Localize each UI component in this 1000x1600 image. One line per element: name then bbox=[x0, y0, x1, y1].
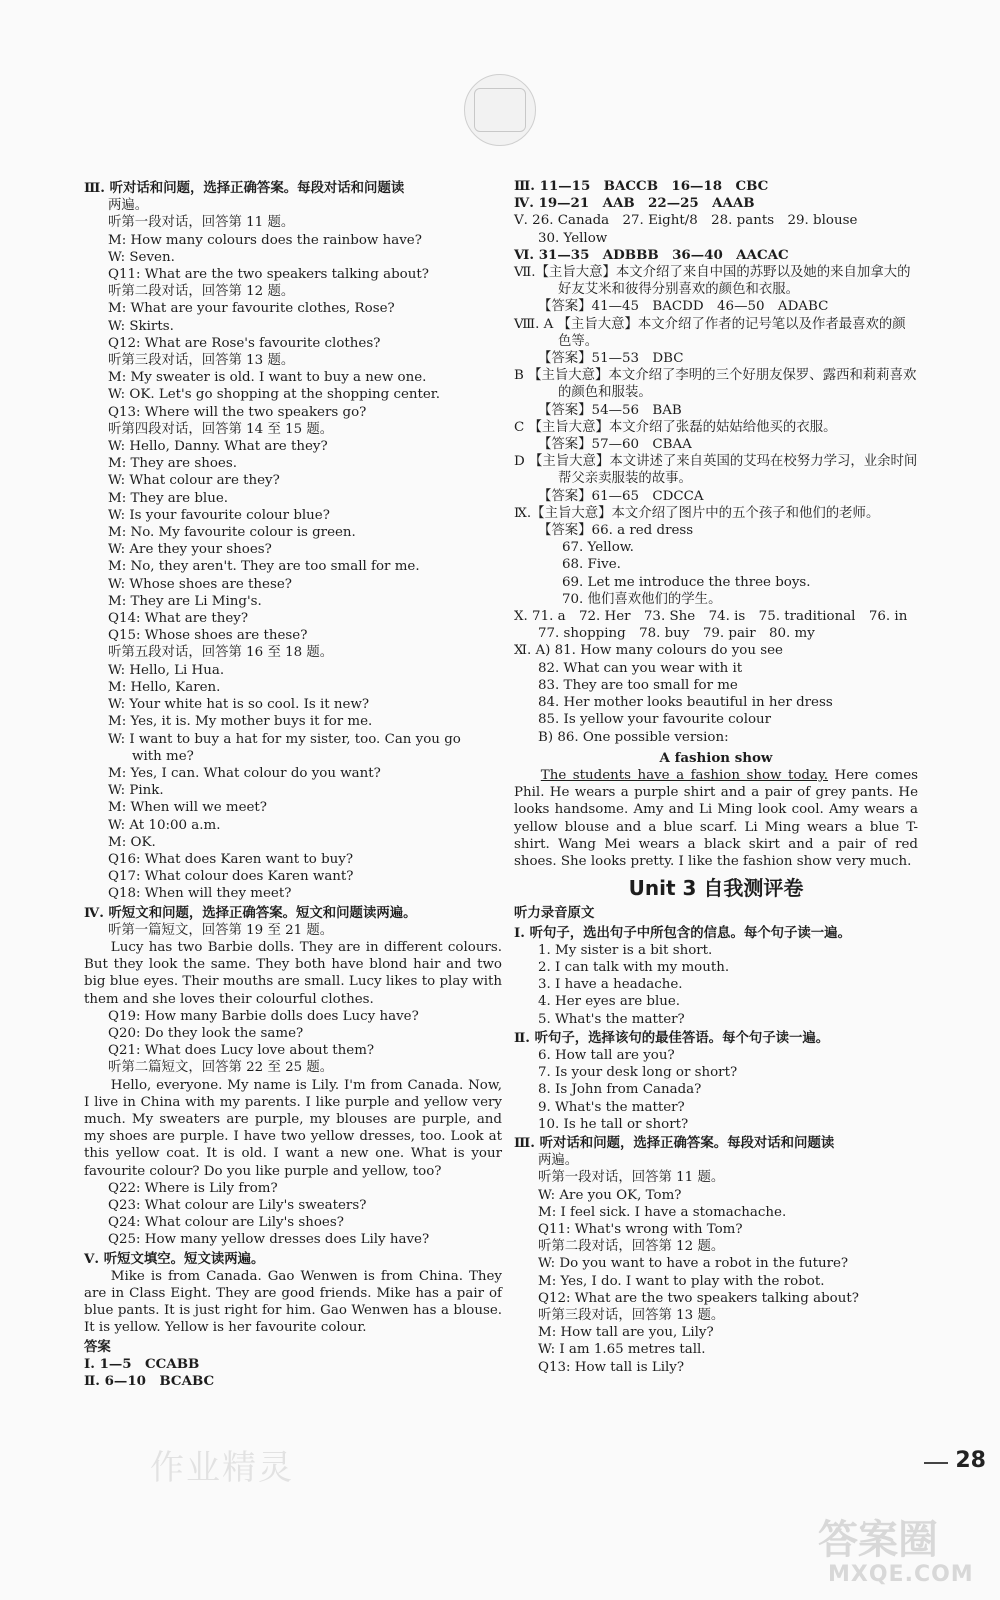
left-line: M: They are shoes. bbox=[108, 456, 237, 472]
right2-line: 3. I have a headache. bbox=[538, 977, 683, 993]
right2-line: 8. Is John from Canada? bbox=[538, 1082, 702, 1098]
left-line: Q14: What are they? bbox=[108, 611, 249, 627]
left-line: M: How many colours does the rainbow have? bbox=[108, 232, 422, 248]
watermark-right: 答案圈 bbox=[818, 1517, 938, 1563]
right2-line: M: How tall are you, Lily? bbox=[538, 1325, 714, 1341]
right2-line: 10. Is he tall or short? bbox=[538, 1116, 689, 1132]
right-line: Ⅵ. 31—35 ADBBB 36—40 AACAC bbox=[514, 246, 789, 263]
left-line: Q12: What are Rose's favourite clothes? bbox=[108, 335, 381, 351]
right2-line: W: I am 1.65 metres tall. bbox=[538, 1342, 706, 1358]
right2-line: 6. How tall are you? bbox=[538, 1047, 675, 1063]
left-line: W: Seven. bbox=[108, 249, 175, 265]
left-line: W: Skirts. bbox=[108, 318, 174, 334]
left-line: W: Whose shoes are these? bbox=[108, 576, 292, 592]
essay-title: A fashion show bbox=[659, 749, 773, 766]
left-line: M: They are blue. bbox=[108, 490, 229, 506]
left-line: W: Your white hat is so cool. Is it new? bbox=[108, 697, 370, 713]
left-line: 答案 bbox=[84, 1338, 111, 1355]
left-line: Q21: What does Lucy love about them? bbox=[108, 1043, 375, 1059]
right-line: 69. Let me introduce the three boys. bbox=[562, 574, 811, 590]
page-number-dash bbox=[924, 1462, 948, 1464]
right2-line: 听第二段对话，回答第 12 题。 bbox=[538, 1239, 725, 1255]
transcript-section bbox=[514, 905, 918, 1375]
left-line: M: No, they aren't. They are too small for me. bbox=[108, 559, 420, 575]
right-line: 【答案】66. a red dress bbox=[538, 523, 694, 539]
left-line: W: Hello, Danny. What are they? bbox=[108, 439, 328, 455]
right-line: 70. 他们喜欢他们的学生。 bbox=[562, 591, 722, 607]
left-line: Q23: What colour are Lily's sweaters? bbox=[108, 1197, 367, 1213]
right-line: B) 86. One possible version: bbox=[538, 729, 729, 745]
right2-line: 两遍。 bbox=[538, 1153, 579, 1169]
right-line: Ⅶ.【主旨大意】本文介绍了来自中国的苏野以及她的来自加拿大的好友艾米和彼得分别喜欢的颜色和衣服。 bbox=[514, 265, 911, 298]
left-line: Q16: What does Karen want to buy? bbox=[108, 851, 354, 867]
right2-line: 2. I can talk with my mouth. bbox=[538, 959, 730, 975]
left-line: Q19: How many Barbie dolls does Lucy have? bbox=[108, 1008, 419, 1024]
left-line: Q25: How many yellow dresses does Lily have? bbox=[108, 1232, 430, 1248]
left-line: Ⅴ. 听短文填空。短文读两遍。 bbox=[84, 1250, 265, 1267]
left-line: 听第二篇短文，回答第 22 至 25 题。 bbox=[108, 1060, 334, 1076]
left-line: with me? bbox=[132, 748, 194, 764]
right-line: Ⅹ. 71. a 72. Her 73. She 74. is 75. traditional 76. in bbox=[514, 609, 908, 625]
right2-line: Ⅰ. 听句子，选出句子中所包含的信息。每个句子读一遍。 bbox=[514, 924, 851, 941]
watermark-url: MXQE.COM bbox=[828, 1562, 974, 1587]
right-line: 【答案】51—53 DBC bbox=[538, 351, 684, 367]
right-line: 85. Is yellow your favourite colour bbox=[538, 712, 772, 728]
left-line: M: Yes, it is. My mother buys it for me. bbox=[108, 714, 373, 730]
right-line: 【答案】41—45 BACDD 46—50 ADABC bbox=[538, 299, 829, 315]
left-line: 听第一篇短文，回答第 19 至 21 题。 bbox=[108, 922, 334, 938]
unit-title: Unit 3 自我测评卷 bbox=[628, 876, 804, 901]
left-line: Mike is from Canada. Gao Wenwen is from China. They are in Class Eight. They are good friends. Mike has a pair of blue pants. It is just right for him. Gao Wenwen has a blouse. It is yellow. Yellow is her favourite colour. bbox=[84, 1268, 502, 1336]
right2-line: 听力录音原文 bbox=[514, 905, 595, 922]
left-line: M: Hello, Karen. bbox=[108, 679, 221, 695]
left-line: Q13: Where will the two speakers go? bbox=[108, 404, 367, 420]
left-line: Q20: Do they look the same? bbox=[108, 1025, 304, 1041]
right-line: 82. What can you wear with it bbox=[538, 660, 743, 676]
answer-key-section bbox=[514, 178, 918, 746]
right-line: 30. Yellow bbox=[538, 230, 608, 246]
left-line: M: They are Li Ming's. bbox=[108, 593, 262, 609]
right2-line: Q13: How tall is Lily? bbox=[538, 1359, 685, 1375]
left-line: W: Is your favourite colour blue? bbox=[108, 507, 330, 523]
right-line: Ⅲ. 11—15 BACCB 16—18 CBC bbox=[514, 178, 769, 194]
left-line: W: What colour are they? bbox=[108, 473, 280, 489]
essay-rest: Here comes Phil. He wears a purple shirt and a pair of grey pants. He looks handsome. Amy and Li Ming look cool. Amy wears a yellow blouse and a blue scarf. Li Ming wears a blue T-shirt. Wang Mei wears a black skirt and a pair of red shoes. She looks pretty. I like the fashion show very much. bbox=[514, 767, 918, 869]
right2-line: M: I feel sick. I have a stomachache. bbox=[538, 1204, 787, 1220]
right-line: 68. Five. bbox=[562, 557, 621, 573]
right-column bbox=[514, 178, 918, 1376]
left-line: Ⅲ. 听对话和问题，选择正确答案。每段对话和问题读 bbox=[84, 180, 405, 196]
left-line: Lucy has two Barbie dolls. They are in different colours. But they look the same. They both have blond hair and two big blue eyes. Their mouths are small. Lucy likes to play with them and she loves their colourful clothes. bbox=[84, 939, 502, 1007]
right-line: 67. Yellow. bbox=[562, 540, 634, 556]
publisher-logo bbox=[464, 74, 536, 146]
left-line: 听第三段对话，回答第 13 题。 bbox=[108, 353, 295, 369]
right-line: Ⅸ.【主旨大意】本文介绍了图片中的五个孩子和他们的老师。 bbox=[514, 505, 880, 521]
right2-line: 1. My sister is a bit short. bbox=[538, 942, 713, 958]
left-line: Hello, everyone. My name is Lily. I'm from Canada. Now, I live in China with my parents. I like purple and yellow very much. My sweaters are purple, my blouses are purple, and my shoes are purple. I have two yellow dresses, too. Look at this yellow coat. It is old. I want a new one. What is your favourite colour? Do you like purple and yellow, too? bbox=[84, 1077, 502, 1179]
left-line: M: What are your favourite clothes, Rose? bbox=[108, 301, 395, 317]
essay-first-sentence: The students have a fashion show today. bbox=[540, 767, 829, 783]
left-line: W: OK. Let's go shopping at the shopping center. bbox=[108, 387, 440, 403]
right-line: C 【主旨大意】本文介绍了张磊的姑姑给他买的衣服。 bbox=[514, 419, 837, 435]
left-line: W: Hello, Li Hua. bbox=[108, 662, 225, 678]
watermark-left: 作业精灵 bbox=[150, 1448, 294, 1488]
left-line: M: No. My favourite colour is green. bbox=[108, 525, 356, 541]
left-line: 听第四段对话，回答第 14 至 15 题。 bbox=[108, 421, 334, 437]
left-line: Q18: When will they meet? bbox=[108, 886, 292, 902]
right2-line: M: Yes, I do. I want to play with the robot. bbox=[538, 1273, 825, 1289]
left-line: W: At 10:00 a.m. bbox=[108, 817, 221, 833]
left-line: Ⅱ. 6—10 BCABC bbox=[84, 1373, 215, 1390]
right-line: Ⅷ. A 【主旨大意】本文介绍了作者的记号笔以及作者最喜欢的颜色等。 bbox=[514, 316, 906, 349]
left-line: Q24: What colour are Lily's shoes? bbox=[108, 1215, 344, 1231]
right2-line: 9. What's the matter? bbox=[538, 1099, 685, 1115]
right-line: Ⅴ. 26. Canada 27. Eight/8 28. pants 29. blouse bbox=[514, 213, 858, 229]
page-number: 28 bbox=[955, 1448, 986, 1473]
right-line: 【答案】61—65 CDCCA bbox=[538, 488, 704, 504]
left-line: 听第一段对话，回答第 11 题。 bbox=[108, 215, 295, 231]
right-line: Ⅺ. A) 81. How many colours do you see bbox=[514, 643, 783, 659]
left-line: 两遍。 bbox=[108, 198, 149, 214]
right-line: 84. Her mother looks beautiful in her dress bbox=[538, 695, 833, 711]
left-line: W: I want to buy a hat for my sister, too. Can you go bbox=[108, 731, 461, 747]
left-line: Q11: What are the two speakers talking about? bbox=[108, 267, 429, 283]
left-line: Q17: What colour does Karen want? bbox=[108, 869, 354, 885]
right2-line: Q11: What's wrong with Tom? bbox=[538, 1221, 743, 1237]
right2-line: W: Do you want to have a robot in the future? bbox=[538, 1256, 849, 1272]
right2-line: 听第三段对话，回答第 13 题。 bbox=[538, 1308, 725, 1323]
right2-line: Q12: What are the two speakers talking about? bbox=[538, 1290, 859, 1306]
left-column bbox=[84, 178, 502, 1390]
left-line: W: Are they your shoes? bbox=[108, 542, 272, 558]
left-line: M: My sweater is old. I want to buy a new one. bbox=[108, 370, 427, 386]
right2-line: Ⅲ. 听对话和问题，选择正确答案。每段对话和问题读 bbox=[514, 1134, 835, 1151]
right-line: D 【主旨大意】本文讲述了来自英国的艾玛在校努力学习，业余时间帮父亲卖服装的故事。 bbox=[514, 454, 918, 487]
left-line: M: Yes, I can. What colour do you want? bbox=[108, 765, 381, 781]
right2-line: 7. Is your desk long or short? bbox=[538, 1065, 738, 1081]
left-line: Ⅰ. 1—5 CCABB bbox=[84, 1355, 200, 1372]
left-line: Ⅳ. 听短文和问题，选择正确答案。短文和问题读两遍。 bbox=[84, 904, 417, 921]
left-line: 听第二段对话，回答第 12 题。 bbox=[108, 284, 295, 300]
left-line: Q15: Whose shoes are these? bbox=[108, 628, 308, 644]
essay-section bbox=[514, 750, 918, 870]
right-line: 77. shopping 78. buy 79. pair 80. my bbox=[538, 626, 815, 642]
left-line: M: When will we meet? bbox=[108, 800, 267, 816]
logo-emblem bbox=[474, 88, 526, 132]
left-line: 听第五段对话，回答第 16 至 18 题。 bbox=[108, 645, 334, 661]
left-line: W: Pink. bbox=[108, 783, 164, 799]
right-line: 83. They are too small for me bbox=[538, 677, 738, 693]
right-line: 【答案】54—56 BAB bbox=[538, 402, 682, 418]
left-line: Q22: Where is Lily from? bbox=[108, 1180, 278, 1196]
right2-line: 听第一段对话，回答第 11 题。 bbox=[538, 1170, 725, 1186]
right2-line: 4. Her eyes are blue. bbox=[538, 994, 681, 1010]
right-line: B 【主旨大意】本文介绍了李明的三个好朋友保罗、露西和莉莉喜欢的颜色和服装。 bbox=[514, 368, 917, 401]
right-line: Ⅳ. 19—21 AAB 22—25 AAAB bbox=[514, 195, 755, 212]
right2-line: Ⅱ. 听句子，选择该句的最佳答语。每个句子读一遍。 bbox=[514, 1029, 830, 1046]
right2-line: W: Are you OK, Tom? bbox=[538, 1187, 682, 1203]
right2-line: 5. What's the matter? bbox=[538, 1011, 685, 1027]
essay-body bbox=[514, 767, 918, 870]
left-line: M: OK. bbox=[108, 834, 156, 850]
right-line: 【答案】57—60 CBAA bbox=[538, 437, 692, 453]
